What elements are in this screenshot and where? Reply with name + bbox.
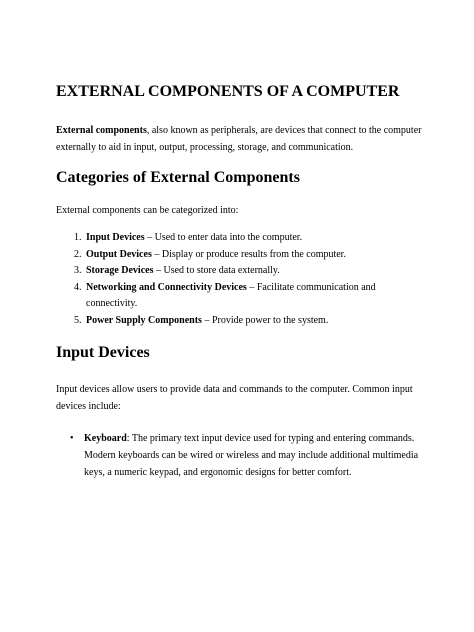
intro-paragraph (56, 122, 422, 156)
category-text: – Provide power to the system. (201, 314, 329, 326)
category-item-networking (84, 280, 422, 313)
category-text: – Display or produce results from the computer. (151, 248, 346, 260)
category-item-power (84, 313, 422, 330)
intro-term: External components (56, 125, 147, 136)
category-item-storage (84, 263, 422, 280)
input-devices-list (56, 430, 422, 481)
category-item-input (84, 230, 422, 247)
category-item-output (84, 247, 422, 264)
input-devices-heading: Input Devices (56, 344, 150, 361)
categories-list (56, 230, 422, 329)
category-term: Storage Devices (86, 265, 154, 276)
category-term: Output Devices (86, 248, 152, 260)
document-content (56, 82, 422, 481)
document-title: EXTERNAL COMPONENTS OF A COMPUTER (56, 83, 400, 100)
category-text: – Used to store data externally. (153, 265, 280, 276)
list-item-keyboard (70, 430, 422, 481)
device-term: Keyboard (84, 433, 127, 444)
categories-heading: Categories of External Components (56, 169, 300, 186)
intro-text: , also known as peripherals, are devices that connect to the computer externally to aid in input, output, processing, storage, and communication. (56, 125, 422, 153)
categories-lead: External components can be categorized into: (56, 205, 239, 216)
category-text: – Used to enter data into the computer. (144, 232, 303, 243)
category-term: Networking and Connectivity Devices (86, 281, 247, 293)
bullet-icon: • (70, 433, 74, 444)
category-term: Input Devices (86, 232, 145, 243)
device-text: : The primary text input device used for typing and entering commands. Modern keyboards can be wired or wireless and may include additional multimedia keys, a numeric keypad, and ergonomic designs for better comfort. (84, 433, 419, 478)
category-term: Power Supply Components (86, 314, 202, 326)
category-text: – Facilitate communication and connectivity. (86, 281, 376, 309)
input-devices-lead: Input devices allow users to provide data and commands to the computer. Common input devices include: (56, 384, 413, 412)
